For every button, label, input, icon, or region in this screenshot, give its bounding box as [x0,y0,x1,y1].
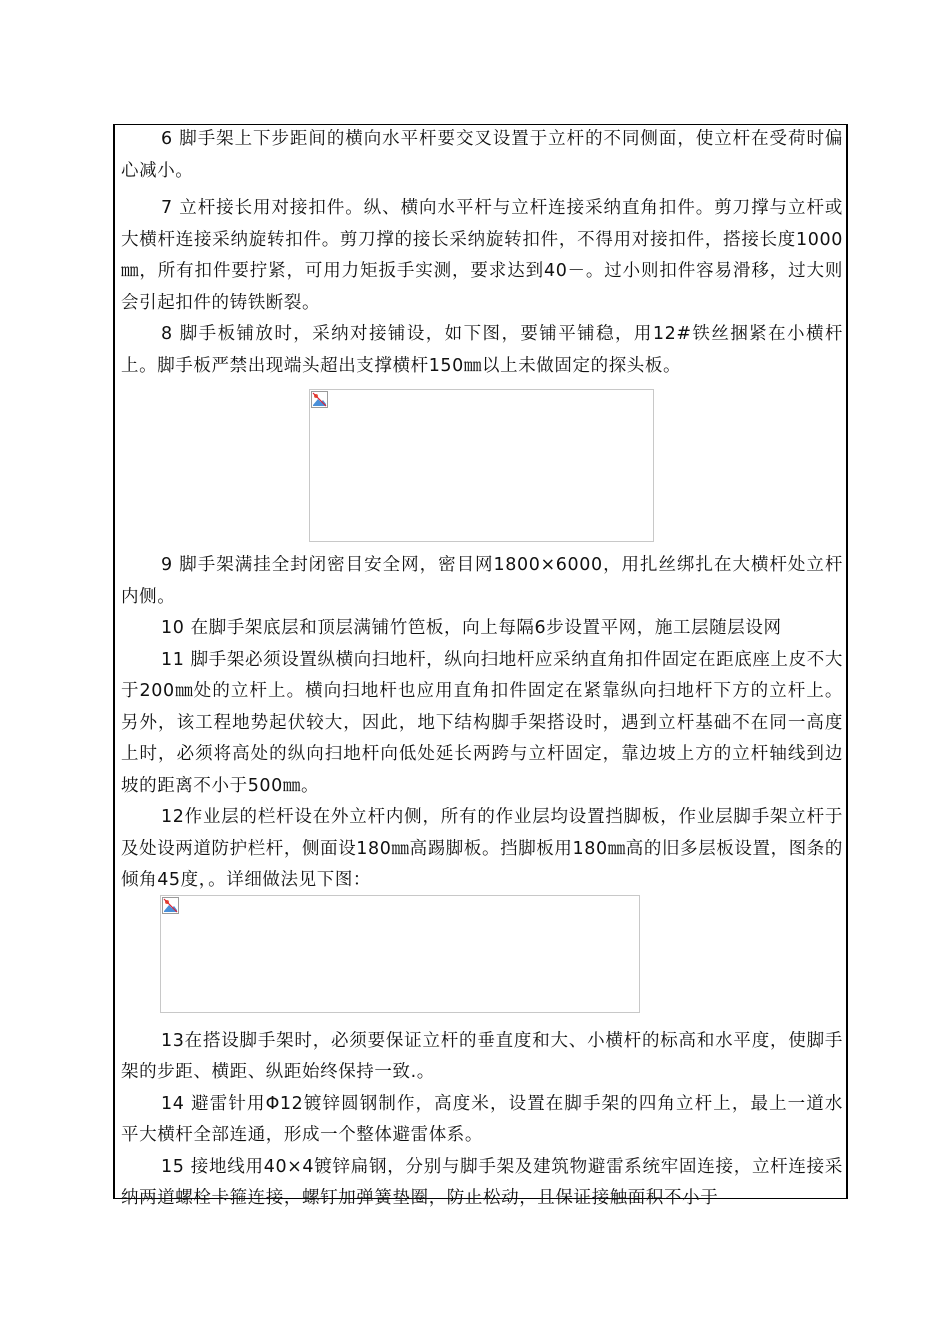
paragraph-12: 12作业层的栏杆设在外立杆内侧，所有的作业层均设置挡脚板，作业层脚手架立杆于及处设两道防护栏杆，侧面设180㎜高踢脚板。挡脚板用180㎜高的旧多层板设置，图条的倾角45度，。详细做法见下图： [121,807,844,890]
document-body [121,124,843,1215]
paragraph-15: 15 接地线用40×4镀锌扁钢，分别与脚手架及建筑物避雷系统牢固连接，立杆连接采纳两道螺栓卡箍连接，螺钉加弹簧垫圈，防止松动，且保证接触面积不小于 [121,1156,843,1208]
paragraph-10: 10 在脚手架底层和顶层满铺竹笆板，向上每隔6步设置平网，施工层随层设网 [161,618,782,638]
paragraph-8: 8 脚手板铺放时，采纳对接铺设，如下图，要铺平铺稳，用12#铁丝捆紧在小横杆上。脚手板严禁出现端头超出支撑横杆150㎜以上未做固定的探头板。 [121,324,843,376]
paragraph-11: 11 脚手架必须设置纵横向扫地杆，纵向扫地杆应采纳直角扣件固定在距底座上皮不大于200㎜处的立杆上。横向扫地杆也应用直角扣件固定在紧靠纵向扫地杆下方的立杆上。另外，该工程地势起伏较大，因此，地下结构脚手架搭设时，遇到立杆基础不在同一高度上时，必须将高处的纵向扫地杆向低处延长两跨与立杆固定，靠边坡上方的立杆轴线到边坡的距离不小于500㎜。 [121,649,843,796]
broken-image-icon [311,391,328,408]
paragraph-7: 7 立杆接长用对接扣件。纵、横向水平杆与立杆连接采纳直角扣件。剪刀撑与立杆或大横杆连接采纳旋转扣件。剪刀撑的接长采纳旋转扣件，不得用对接扣件，搭接长度1000㎜，所有扣件要拧紧，可用力矩扳手实测，要求达到40－。过小则扣件容易滑移，过大则会引起扣件的铸铁断裂。 [121,198,843,313]
paragraph-9: 9 脚手架满挂全封闭密目安全网，密目网1800×6000，用扎丝绑扎在大横杆处立杆内侧。 [121,555,843,607]
paragraph-6: 6 脚手架上下步距间的横向水平杆要交叉设置于立杆的不同侧面，使立杆在受荷时偏心减小。 [121,129,843,181]
figure-board-laying [309,389,654,542]
paragraph-14: 14 避雷针用Φ12镀锌圆钢制作，高度米，设置在脚手架的四角立杆上，最上一道水平大横杆全部连通，形成一个整体避雷体系。 [121,1093,843,1145]
figure-toe-board [160,895,640,1013]
paragraph-13: 13在搭设脚手架时，必须要保证立杆的垂直度和大、小横杆的标高和水平度，使脚手架的步距、横距、纵距始终保持一致.。 [121,1030,843,1082]
broken-image-icon [162,897,179,914]
